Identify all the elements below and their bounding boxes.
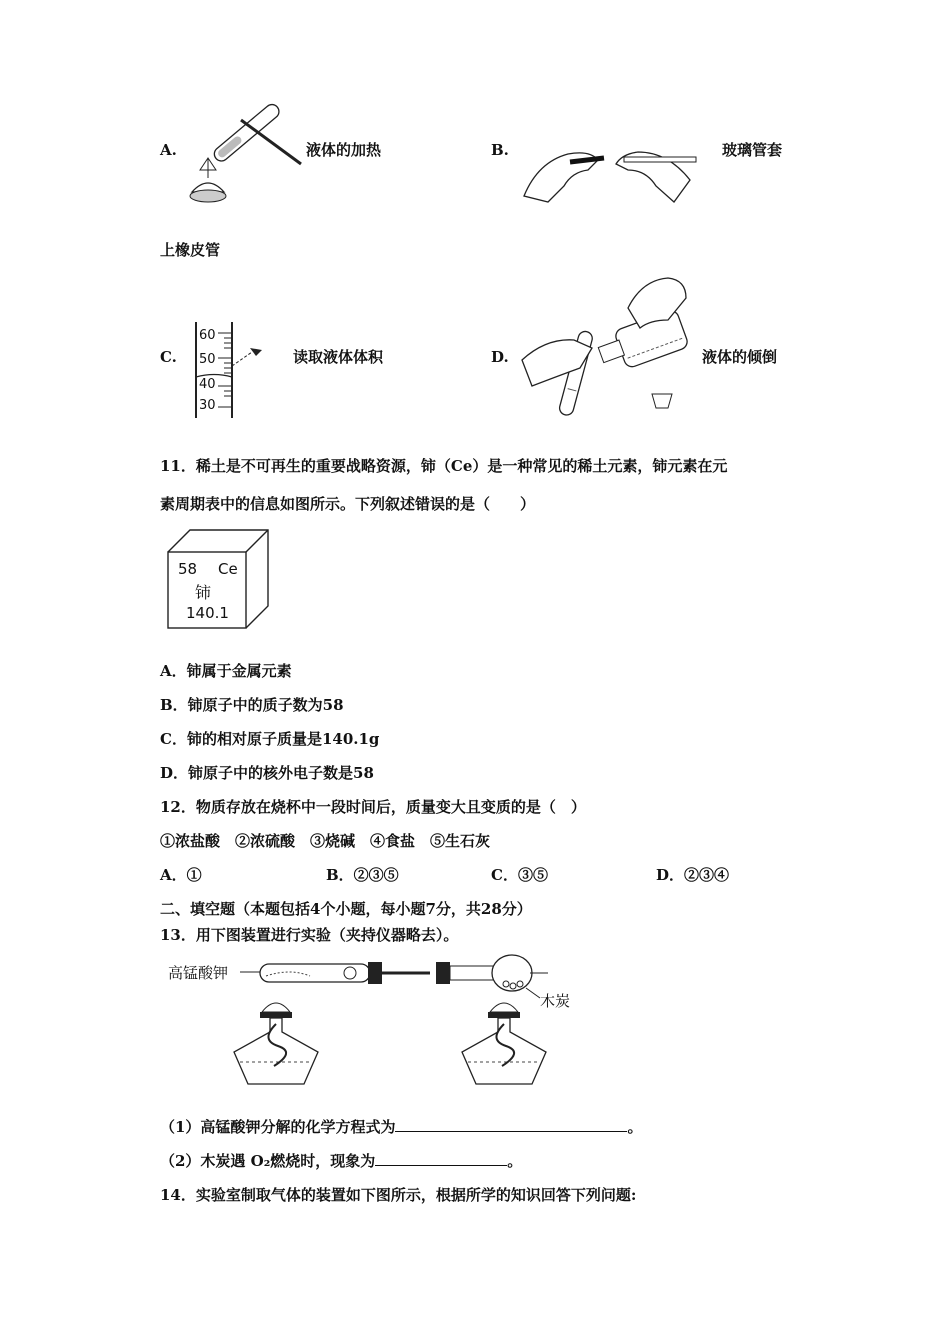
option-d-letter: D.	[491, 348, 509, 366]
option-a-letter: A.	[160, 141, 177, 159]
option-c-letter: C.	[160, 348, 177, 366]
figure-experiment-apparatus	[230, 954, 560, 1092]
q13-sub1-text: （1）高锰酸钾分解的化学方程式为	[160, 1118, 396, 1136]
scale-40: 40	[199, 377, 216, 392]
q13-sub1	[160, 1117, 642, 1137]
q12-option-b: B．②③⑤	[326, 866, 399, 884]
q11-option-c: C．铈的相对原子质量是140.1g	[160, 730, 380, 748]
element-symbol: Ce	[218, 560, 238, 578]
element-name: 铈	[195, 583, 212, 602]
option-b-label: 玻璃管套	[722, 141, 783, 159]
option-b-letter: B.	[491, 141, 509, 159]
scale-30: 30	[199, 398, 216, 413]
q12-option-d: D．②③④	[656, 866, 730, 884]
q13-sub2-text: （2）木炭遇 O₂燃烧时，现象为	[160, 1152, 376, 1170]
figure-heating-liquid	[186, 92, 306, 208]
q14-stem: 14．实验室制取气体的装置如下图所示，根据所学的知识回答下列问题:	[160, 1186, 637, 1204]
q13-sub1-end: 。	[627, 1118, 643, 1136]
q11-option-d: D．铈原子中的核外电子数是58	[160, 764, 374, 782]
q12-option-a: A．①	[160, 866, 202, 884]
q11-option-a: A．铈属于金属元素	[160, 662, 292, 680]
answer-blank-1[interactable]	[395, 1117, 627, 1132]
figure-pouring-liquid	[518, 268, 694, 420]
option-a-label: 液体的加热	[306, 141, 382, 159]
option-b-label-continued: 上橡皮管	[160, 241, 221, 259]
q12-stem: 12．物质存放在烧杯中一段时间后，质量变大且变质的是（ ）	[160, 798, 586, 816]
q12-substances: ①浓盐酸 ②浓硫酸 ③烧碱 ④食盐 ⑤生石灰	[160, 832, 491, 850]
section-2-heading: 二、填空题（本题包括4个小题，每小题7分，共28分）	[160, 900, 532, 918]
figure-tube-rubber-hose	[518, 140, 700, 210]
element-mass: 140.1	[186, 604, 229, 622]
label-potassium-permanganate: 高锰酸钾	[168, 964, 229, 982]
option-c-label: 读取液体体积	[293, 348, 384, 366]
label-charcoal: 木炭	[540, 992, 571, 1010]
q13-sub2-end: 。	[507, 1152, 523, 1170]
scale-60: 60	[199, 328, 216, 343]
q13-sub2	[160, 1151, 522, 1171]
q11-stem-line1: 11．稀土是不可再生的重要战略资源，铈（Ce）是一种常见的稀土元素，铈元素在元	[160, 457, 728, 475]
scale-50: 50	[199, 352, 216, 367]
option-d-label: 液体的倾倒	[702, 348, 778, 366]
q11-option-b: B．铈原子中的质子数为58	[160, 696, 344, 714]
q13-stem: 13．用下图装置进行实验（夹持仪器略去）。	[160, 926, 459, 944]
q12-option-c: C．③⑤	[491, 866, 548, 884]
answer-blank-2[interactable]	[375, 1151, 507, 1166]
element-number: 58	[178, 560, 198, 578]
cylinder-scale	[199, 324, 216, 416]
q11-stem-line2: 素周期表中的信息如图所示。下列叙述错误的是（ ）	[160, 495, 536, 513]
